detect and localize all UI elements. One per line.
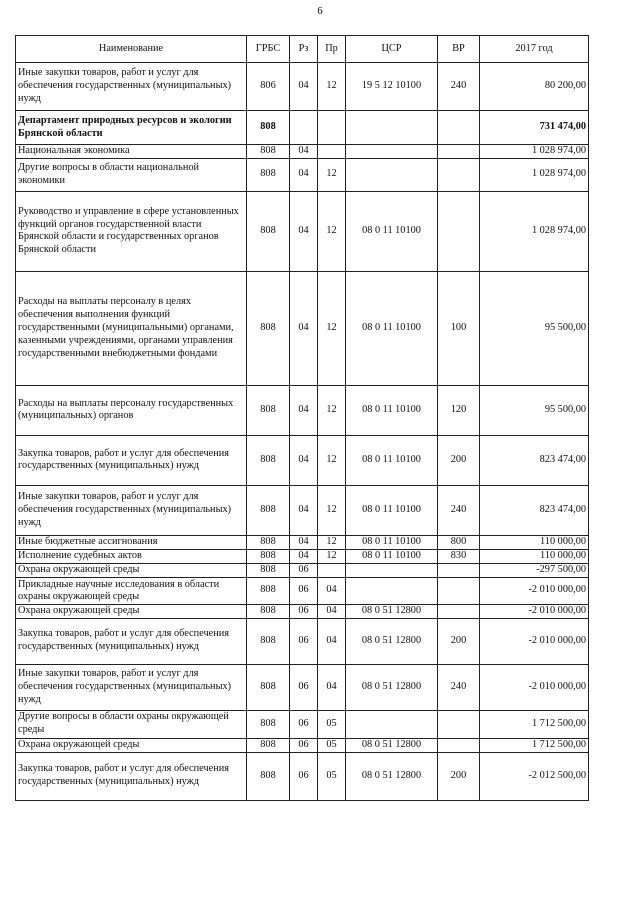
- cell-csr: 08 0 51 12800: [346, 738, 438, 752]
- table-row: [16, 710, 589, 738]
- cell-vr: [438, 563, 480, 577]
- cell-csr: 08 0 11 10100: [346, 191, 438, 271]
- cell-csr: 08 0 11 10100: [346, 485, 438, 535]
- cell-name: Другие вопросы в области национальной экономики: [16, 158, 247, 191]
- cell-amount: -297 500,00: [480, 563, 589, 577]
- cell-csr: 08 0 51 12800: [346, 752, 438, 800]
- table-row: [16, 604, 589, 618]
- cell-amount: -2 010 000,00: [480, 664, 589, 710]
- cell-amount: 823 474,00: [480, 485, 589, 535]
- cell-amount: -2 010 000,00: [480, 577, 589, 604]
- cell-csr: 08 0 51 12800: [346, 618, 438, 664]
- header-name: Наименование: [16, 36, 247, 63]
- header-vr: ВР: [438, 36, 480, 63]
- cell-vr: [438, 111, 480, 145]
- cell-amount: 1 712 500,00: [480, 710, 589, 738]
- cell-rz: 06: [290, 664, 318, 710]
- cell-rz: 06: [290, 710, 318, 738]
- cell-pr: 12: [318, 63, 346, 111]
- cell-amount: -2 010 000,00: [480, 618, 589, 664]
- cell-rz: 04: [290, 145, 318, 159]
- cell-vr: 200: [438, 435, 480, 485]
- cell-csr: 08 0 11 10100: [346, 535, 438, 549]
- cell-grbs: 808: [247, 618, 290, 664]
- cell-pr: 12: [318, 535, 346, 549]
- cell-pr: 05: [318, 738, 346, 752]
- cell-pr: 04: [318, 664, 346, 710]
- cell-grbs: 808: [247, 435, 290, 485]
- cell-name: Расходы на выплаты персоналу государственных (муниципальных) органов: [16, 385, 247, 435]
- cell-rz: 04: [290, 549, 318, 563]
- cell-pr: 12: [318, 549, 346, 563]
- table-header-row: [16, 36, 589, 63]
- cell-grbs: 808: [247, 145, 290, 159]
- table-row: [16, 664, 589, 710]
- table-row: [16, 158, 589, 191]
- cell-vr: 240: [438, 63, 480, 111]
- table-row: [16, 271, 589, 385]
- cell-csr: 08 0 11 10100: [346, 271, 438, 385]
- cell-grbs: 808: [247, 271, 290, 385]
- cell-amount: 731 474,00: [480, 111, 589, 145]
- cell-vr: [438, 145, 480, 159]
- cell-csr: 08 0 11 10100: [346, 435, 438, 485]
- table-body: [16, 63, 589, 801]
- cell-grbs: 808: [247, 752, 290, 800]
- cell-pr: 04: [318, 577, 346, 604]
- cell-amount: 1 712 500,00: [480, 738, 589, 752]
- cell-grbs: 808: [247, 563, 290, 577]
- cell-rz: 06: [290, 563, 318, 577]
- cell-grbs: 808: [247, 191, 290, 271]
- header-csr: ЦСР: [346, 36, 438, 63]
- cell-csr: [346, 577, 438, 604]
- table-row: [16, 535, 589, 549]
- cell-name: Закупка товаров, работ и услуг для обеспечения государственных (муниципальных) нужд: [16, 435, 247, 485]
- header-year: 2017 год: [480, 36, 589, 63]
- cell-grbs: 808: [247, 710, 290, 738]
- cell-name: Исполнение судебных актов: [16, 549, 247, 563]
- cell-vr: 800: [438, 535, 480, 549]
- table-row: [16, 385, 589, 435]
- cell-name: Прикладные научные исследования в области охраны окружающей среды: [16, 577, 247, 604]
- cell-amount: -2 010 000,00: [480, 604, 589, 618]
- cell-csr: [346, 563, 438, 577]
- cell-vr: [438, 710, 480, 738]
- cell-pr: [318, 111, 346, 145]
- header-grbs: ГРБС: [247, 36, 290, 63]
- cell-vr: 200: [438, 752, 480, 800]
- table-row: [16, 738, 589, 752]
- cell-pr: 04: [318, 604, 346, 618]
- cell-name: Закупка товаров, работ и услуг для обеспечения государственных (муниципальных) нужд: [16, 618, 247, 664]
- cell-rz: 06: [290, 738, 318, 752]
- cell-name: Закупка товаров, работ и услуг для обеспечения государственных (муниципальных) нужд: [16, 752, 247, 800]
- cell-rz: 04: [290, 271, 318, 385]
- budget-table: [15, 35, 589, 801]
- cell-rz: 04: [290, 535, 318, 549]
- cell-grbs: 808: [247, 549, 290, 563]
- cell-vr: 240: [438, 485, 480, 535]
- cell-amount: 80 200,00: [480, 63, 589, 111]
- cell-pr: [318, 145, 346, 159]
- cell-vr: [438, 738, 480, 752]
- cell-vr: 200: [438, 618, 480, 664]
- cell-pr: [318, 563, 346, 577]
- cell-pr: 05: [318, 752, 346, 800]
- cell-name: Охрана окружающей среды: [16, 738, 247, 752]
- cell-csr: 08 0 51 12800: [346, 604, 438, 618]
- cell-csr: [346, 145, 438, 159]
- cell-grbs: 808: [247, 385, 290, 435]
- cell-csr: 08 0 11 10100: [346, 549, 438, 563]
- cell-amount: -2 012 500,00: [480, 752, 589, 800]
- cell-pr: 04: [318, 618, 346, 664]
- cell-amount: 95 500,00: [480, 271, 589, 385]
- table-row: [16, 63, 589, 111]
- header-rz: Рз: [290, 36, 318, 63]
- cell-pr: 12: [318, 385, 346, 435]
- cell-rz: 04: [290, 158, 318, 191]
- cell-amount: 1 028 974,00: [480, 145, 589, 159]
- cell-pr: 12: [318, 158, 346, 191]
- cell-amount: 110 000,00: [480, 535, 589, 549]
- cell-grbs: 808: [247, 158, 290, 191]
- cell-grbs: 808: [247, 111, 290, 145]
- cell-grbs: 808: [247, 664, 290, 710]
- cell-grbs: 808: [247, 577, 290, 604]
- cell-csr: [346, 111, 438, 145]
- cell-name: Иные закупки товаров, работ и услуг для обеспечения государственных (муниципальных) нужд: [16, 485, 247, 535]
- cell-rz: 04: [290, 485, 318, 535]
- cell-grbs: 808: [247, 485, 290, 535]
- cell-name: Охрана окружающей среды: [16, 563, 247, 577]
- cell-csr: 08 0 11 10100: [346, 385, 438, 435]
- cell-amount: 1 028 974,00: [480, 158, 589, 191]
- table-row: [16, 577, 589, 604]
- cell-amount: 823 474,00: [480, 435, 589, 485]
- cell-rz: 06: [290, 752, 318, 800]
- cell-vr: [438, 604, 480, 618]
- cell-vr: 830: [438, 549, 480, 563]
- cell-pr: 12: [318, 435, 346, 485]
- table-row: [16, 618, 589, 664]
- table-row: [16, 752, 589, 800]
- cell-amount: 110 000,00: [480, 549, 589, 563]
- cell-grbs: 808: [247, 535, 290, 549]
- cell-name: Иные бюджетные ассигнования: [16, 535, 247, 549]
- cell-name: Департамент природных ресурсов и экологии Брянской области: [16, 111, 247, 145]
- cell-pr: 05: [318, 710, 346, 738]
- cell-grbs: 808: [247, 738, 290, 752]
- cell-vr: [438, 158, 480, 191]
- cell-name: Другие вопросы в области охраны окружающей среды: [16, 710, 247, 738]
- cell-pr: 12: [318, 485, 346, 535]
- cell-csr: 08 0 51 12800: [346, 664, 438, 710]
- cell-csr: [346, 710, 438, 738]
- table-row: [16, 435, 589, 485]
- cell-pr: 12: [318, 271, 346, 385]
- table-row: [16, 145, 589, 159]
- table-row: [16, 111, 589, 145]
- cell-rz: 04: [290, 191, 318, 271]
- cell-rz: 04: [290, 63, 318, 111]
- cell-name: Руководство и управление в сфере установленных функций органов государственной власти Брянской области и государственных органов Брянской области: [16, 191, 247, 271]
- cell-name: Иные закупки товаров, работ и услуг для обеспечения государственных (муниципальных) нужд: [16, 63, 247, 111]
- cell-name: Иные закупки товаров, работ и услуг для обеспечения государственных (муниципальных) нужд: [16, 664, 247, 710]
- cell-vr: 100: [438, 271, 480, 385]
- cell-rz: 04: [290, 385, 318, 435]
- cell-vr: [438, 577, 480, 604]
- table-row: [16, 191, 589, 271]
- page-number: 6: [317, 6, 323, 17]
- table-row: [16, 485, 589, 535]
- cell-name: Национальная экономика: [16, 145, 247, 159]
- cell-rz: [290, 111, 318, 145]
- cell-rz: 04: [290, 435, 318, 485]
- cell-amount: 1 028 974,00: [480, 191, 589, 271]
- cell-name: Охрана окружающей среды: [16, 604, 247, 618]
- cell-grbs: 808: [247, 604, 290, 618]
- cell-pr: 12: [318, 191, 346, 271]
- table-row: [16, 549, 589, 563]
- cell-rz: 06: [290, 618, 318, 664]
- cell-vr: 240: [438, 664, 480, 710]
- cell-csr: 19 5 12 10100: [346, 63, 438, 111]
- cell-vr: [438, 191, 480, 271]
- cell-grbs: 806: [247, 63, 290, 111]
- cell-amount: 95 500,00: [480, 385, 589, 435]
- cell-name: Расходы на выплаты персоналу в целях обеспечения выполнения функций государственными (муниципальными) органами, казенными учреждениями, органами управления государственными внебюджетными фондами: [16, 271, 247, 385]
- cell-vr: 120: [438, 385, 480, 435]
- cell-rz: 06: [290, 604, 318, 618]
- cell-csr: [346, 158, 438, 191]
- table-row: [16, 563, 589, 577]
- cell-rz: 06: [290, 577, 318, 604]
- header-pr: Пр: [318, 36, 346, 63]
